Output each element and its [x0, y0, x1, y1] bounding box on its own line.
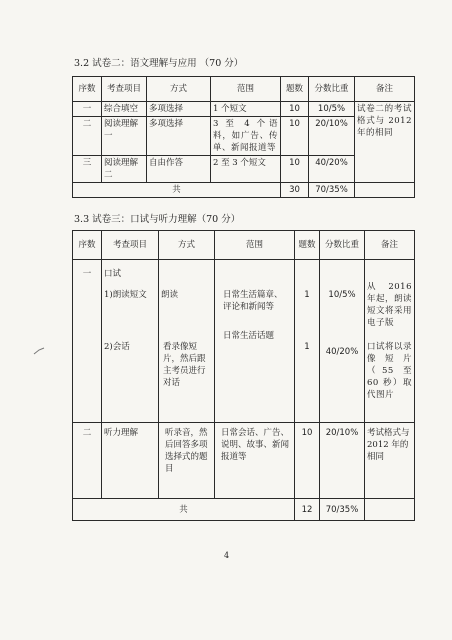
- total-ratio: 70/35%: [320, 499, 365, 521]
- header-item: 考查项目: [102, 231, 159, 260]
- header-ratio: 分数比重: [320, 231, 365, 260]
- oral-sub2-ratio: 40/20%: [325, 347, 359, 357]
- row-item: 阅读理解一: [102, 117, 147, 156]
- row-method: 多项选择: [147, 102, 211, 117]
- row-item: [102, 260, 159, 423]
- table-row-listening: [73, 423, 415, 499]
- total-count: 30: [281, 183, 309, 198]
- table-total-row: [73, 183, 415, 198]
- total-note-empty: [355, 183, 415, 198]
- row-item: 阅读理解二: [102, 156, 147, 183]
- row-method: 听录音，然后回答多项选择式的题目: [159, 423, 215, 499]
- header-method: 方式: [147, 77, 211, 102]
- header-scope: 范围: [215, 231, 295, 260]
- row-ratio: 20/10%: [320, 423, 365, 499]
- row-item: 听力理解: [102, 423, 159, 499]
- row-ratio: [320, 260, 365, 423]
- total-ratio: 70/35%: [309, 183, 355, 198]
- oral-sub2-scope: 日常生活话题: [223, 331, 275, 341]
- table-total-row: [73, 499, 415, 521]
- row-scope: [215, 260, 295, 423]
- total-note-empty: [365, 499, 415, 521]
- row-ratio: 10/5%: [309, 102, 355, 117]
- row-count: 10: [295, 423, 320, 499]
- row-seq: 三: [73, 156, 102, 183]
- row-note: 试卷二的考试格式与 2012 年的相同: [355, 102, 415, 183]
- row-count: 10: [281, 117, 309, 156]
- row-method: 自由作答: [147, 156, 211, 183]
- header-note: 备注: [365, 231, 415, 260]
- oral-sub2-item: 2)会话: [104, 342, 130, 352]
- oral-sub1-ratio: 10/5%: [328, 290, 356, 300]
- total-count: 12: [295, 499, 320, 521]
- oral-sub1-note: 从 2016 年起，朗读短文将采用电子版: [367, 282, 413, 328]
- table-header-row: [73, 77, 415, 102]
- table-row: [73, 102, 415, 117]
- pen-mark: [33, 347, 45, 355]
- row-note: 考试格式与 2012 年的相同: [365, 423, 415, 499]
- oral-sub1-item: 1)朗读短文: [104, 290, 147, 300]
- row-seq: 二: [73, 423, 102, 499]
- table-header-row: [73, 231, 415, 260]
- row-seq: 一: [73, 260, 102, 423]
- row-item: 综合填空: [102, 102, 147, 117]
- header-scope: 范围: [211, 77, 281, 102]
- oral-sub1-scope: 日常生活篇章、评论和新闻等: [223, 290, 283, 312]
- oral-label: 口试: [104, 269, 122, 279]
- paper-three-table: [72, 230, 415, 521]
- row-scope: 1 个短文: [211, 102, 281, 117]
- row-count: 10: [281, 102, 309, 117]
- oral-sub2-count: 1: [304, 342, 310, 352]
- oral-sub2-method: 看录像短片，然后跟主考员进行对话: [163, 342, 206, 388]
- oral-sub2-note: 口试将以录像短片（55 至 60 秒）取代图片: [367, 342, 413, 400]
- header-method: 方式: [159, 231, 215, 260]
- header-item: 考查项目: [102, 77, 147, 102]
- paper-two-table: [72, 76, 415, 198]
- row-ratio: 20/10%: [309, 117, 355, 156]
- row-scope: 2 至 3 个短文: [211, 156, 281, 183]
- total-label: 共: [73, 499, 295, 521]
- row-seq: 一: [73, 102, 102, 117]
- header-count: 题数: [295, 231, 320, 260]
- header-seq: 序数: [73, 77, 102, 102]
- section-title-paper-two: 3.2 试卷二：语文理解与应用 （70 分）: [74, 58, 244, 69]
- oral-sub1-method: 朗读: [161, 290, 179, 300]
- row-ratio: 40/20%: [309, 156, 355, 183]
- row-scope: 日常会话、广告、说明、故事、新闻报道等: [215, 423, 295, 499]
- row-seq: 二: [73, 117, 102, 156]
- row-method: [159, 260, 215, 423]
- row-method: 多项选择: [147, 117, 211, 156]
- page-number: 4: [224, 551, 230, 560]
- row-count: 10: [281, 156, 309, 183]
- table-row-oral: [73, 260, 415, 423]
- header-ratio: 分数比重: [309, 77, 355, 102]
- header-seq: 序数: [73, 231, 102, 260]
- header-count: 题数: [281, 77, 309, 102]
- header-note: 备注: [355, 77, 415, 102]
- oral-sub1-count: 1: [304, 290, 310, 300]
- section-title-paper-three: 3.3 试卷三：口试与听力理解（70 分）: [74, 214, 241, 225]
- row-scope: 3 至 4 个语料，如广告、传单、新闻报道等: [211, 117, 281, 156]
- row-count: [295, 260, 320, 423]
- row-note: [365, 260, 415, 423]
- total-label: 共: [73, 183, 281, 198]
